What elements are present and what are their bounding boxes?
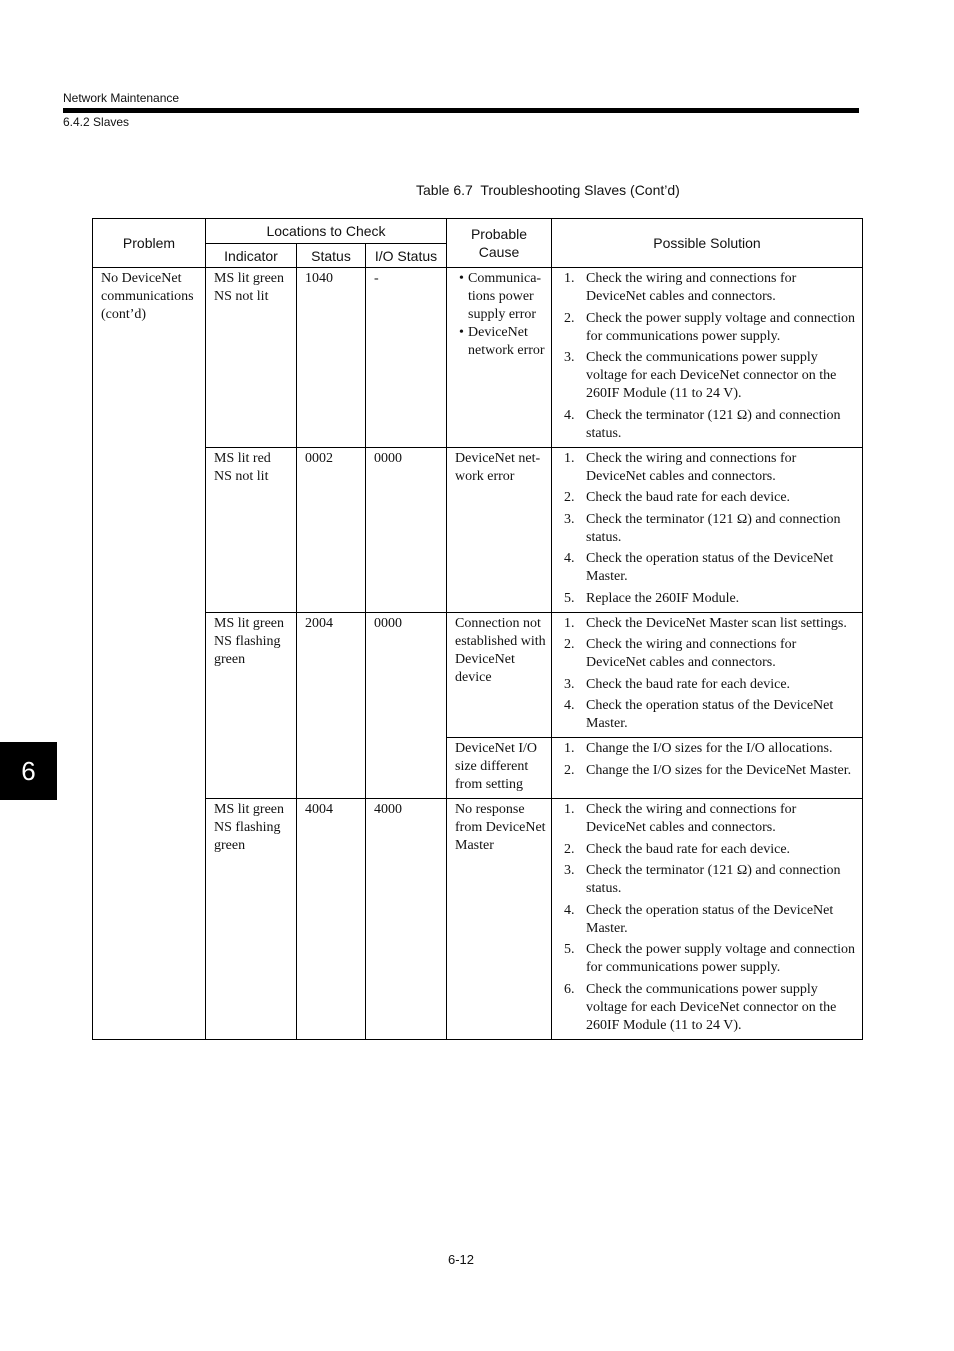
io-status-cell: 0000 <box>366 612 447 799</box>
status-cell: 1040 <box>297 268 366 448</box>
solution-item: 2. Check the wiring and connections for DeviceNet cables and connectors. <box>578 636 858 672</box>
indicator-line: MS lit green <box>214 271 284 286</box>
cause-cell <box>447 268 552 448</box>
table-body <box>93 268 863 1040</box>
section-title: Network Maintenance <box>63 91 180 105</box>
solution-list <box>556 801 858 1035</box>
io-status-cell: - <box>366 268 447 448</box>
indicator-line: MS lit green <box>214 802 284 817</box>
solution-cell <box>552 799 863 1040</box>
page-number: 6-12 <box>448 1252 475 1267</box>
table-row <box>93 268 863 448</box>
header-solution: Possible Solution <box>552 219 863 268</box>
cause-cell: DeviceNet net- work error <box>447 447 552 612</box>
solution-item: 3. Check the communications power supply voltage for each DeviceNet connector on the 260IF Module (11 to 24 V). <box>578 349 858 403</box>
solution-item: 1. Check the wiring and connections for DeviceNet cables and connectors. <box>578 801 858 837</box>
solution-list <box>556 615 858 734</box>
solution-item: 5. Replace the 260IF Module. <box>578 590 858 608</box>
solution-item: 3. Check the baud rate for each device. <box>578 676 858 694</box>
header-locations: Locations to Check <box>206 219 447 244</box>
solution-item: 1. Check the wiring and connections for DeviceNet cables and connectors. <box>578 450 858 486</box>
cause-cell: No response from DeviceNet Master <box>447 799 552 1040</box>
solution-item: 1. Check the wiring and connections for DeviceNet cables and connectors. <box>578 270 858 306</box>
cause-cell: Connection not established with DeviceNet device <box>447 612 552 738</box>
indicator-line: NS not lit <box>214 468 269 484</box>
table-row <box>93 447 863 612</box>
indicator-cell <box>206 268 297 448</box>
solution-item: 5. Check the power supply voltage and connection for communications power supply. <box>578 941 858 977</box>
indicator-cell <box>206 447 297 612</box>
solution-item: 2. Check the baud rate for each device. <box>578 841 858 859</box>
solution-list <box>556 450 858 608</box>
header-io-status: I/O Status <box>366 244 447 268</box>
chapter-tab: 6 <box>0 742 57 800</box>
solution-item: 1. Check the DeviceNet Master scan list settings. <box>578 615 858 633</box>
solution-cell <box>552 612 863 738</box>
solution-list <box>556 740 858 780</box>
header-rule <box>63 108 859 113</box>
indicator-line: NS flashing green <box>214 633 281 667</box>
cause-cell: DeviceNet I/O size different from setting <box>447 738 552 799</box>
cause-item: • Communica- tions power supply error <box>468 270 547 324</box>
status-cell: 4004 <box>297 799 366 1040</box>
solution-list <box>556 270 858 443</box>
subsection-title: 6.4.2 Slaves <box>63 115 130 129</box>
table-row <box>93 612 863 738</box>
solution-item: 6. Check the communications power supply voltage for each DeviceNet connector on the 260IF Module (11 to 24 V). <box>578 981 858 1035</box>
solution-item: 2. Change the I/O sizes for the DeviceNet Master. <box>578 762 858 780</box>
solution-item: 4. Check the operation status of the DeviceNet Master. <box>578 550 858 586</box>
cause-item: • DeviceNet network error <box>468 324 547 360</box>
indicator-cell <box>206 612 297 799</box>
io-status-cell: 4000 <box>366 799 447 1040</box>
indicator-line: NS not lit <box>214 289 269 304</box>
solution-cell <box>552 447 863 612</box>
problem-cell: No DeviceNet communications (cont’d) <box>93 268 206 1040</box>
table-caption: Table 6.7 Troubleshooting Slaves (Cont’d) <box>416 182 680 198</box>
indicator-line: MS lit green <box>214 615 284 631</box>
status-cell: 2004 <box>297 612 366 799</box>
solution-item: 4. Check the terminator (121 Ω) and connection status. <box>578 407 858 443</box>
indicator-line: MS lit red <box>214 450 271 466</box>
solution-item: 2. Check the baud rate for each device. <box>578 489 858 507</box>
header-indicator: Indicator <box>206 244 297 268</box>
header-cause: Probable Cause <box>447 219 552 268</box>
indicator-cell <box>206 799 297 1040</box>
io-status-cell: 0000 <box>366 447 447 612</box>
indicator-line: NS flashing green <box>214 820 281 853</box>
solution-item: 4. Check the operation status of the DeviceNet Master. <box>578 697 858 733</box>
header-status: Status <box>297 244 366 268</box>
solution-item: 1. Change the I/O sizes for the I/O allocations. <box>578 740 858 758</box>
solution-item: 4. Check the operation status of the DeviceNet Master. <box>578 902 858 938</box>
solution-item: 2. Check the power supply voltage and connection for communications power supply. <box>578 310 858 346</box>
solution-cell <box>552 268 863 448</box>
table-row <box>93 799 863 1040</box>
solution-item: 3. Check the terminator (121 Ω) and connection status. <box>578 862 858 898</box>
status-cell: 0002 <box>297 447 366 612</box>
troubleshooting-table <box>92 218 863 1040</box>
solution-item: 3. Check the terminator (121 Ω) and connection status. <box>578 511 858 547</box>
cause-list <box>455 270 547 360</box>
solution-cell <box>552 738 863 799</box>
header-problem: Problem <box>93 219 206 268</box>
